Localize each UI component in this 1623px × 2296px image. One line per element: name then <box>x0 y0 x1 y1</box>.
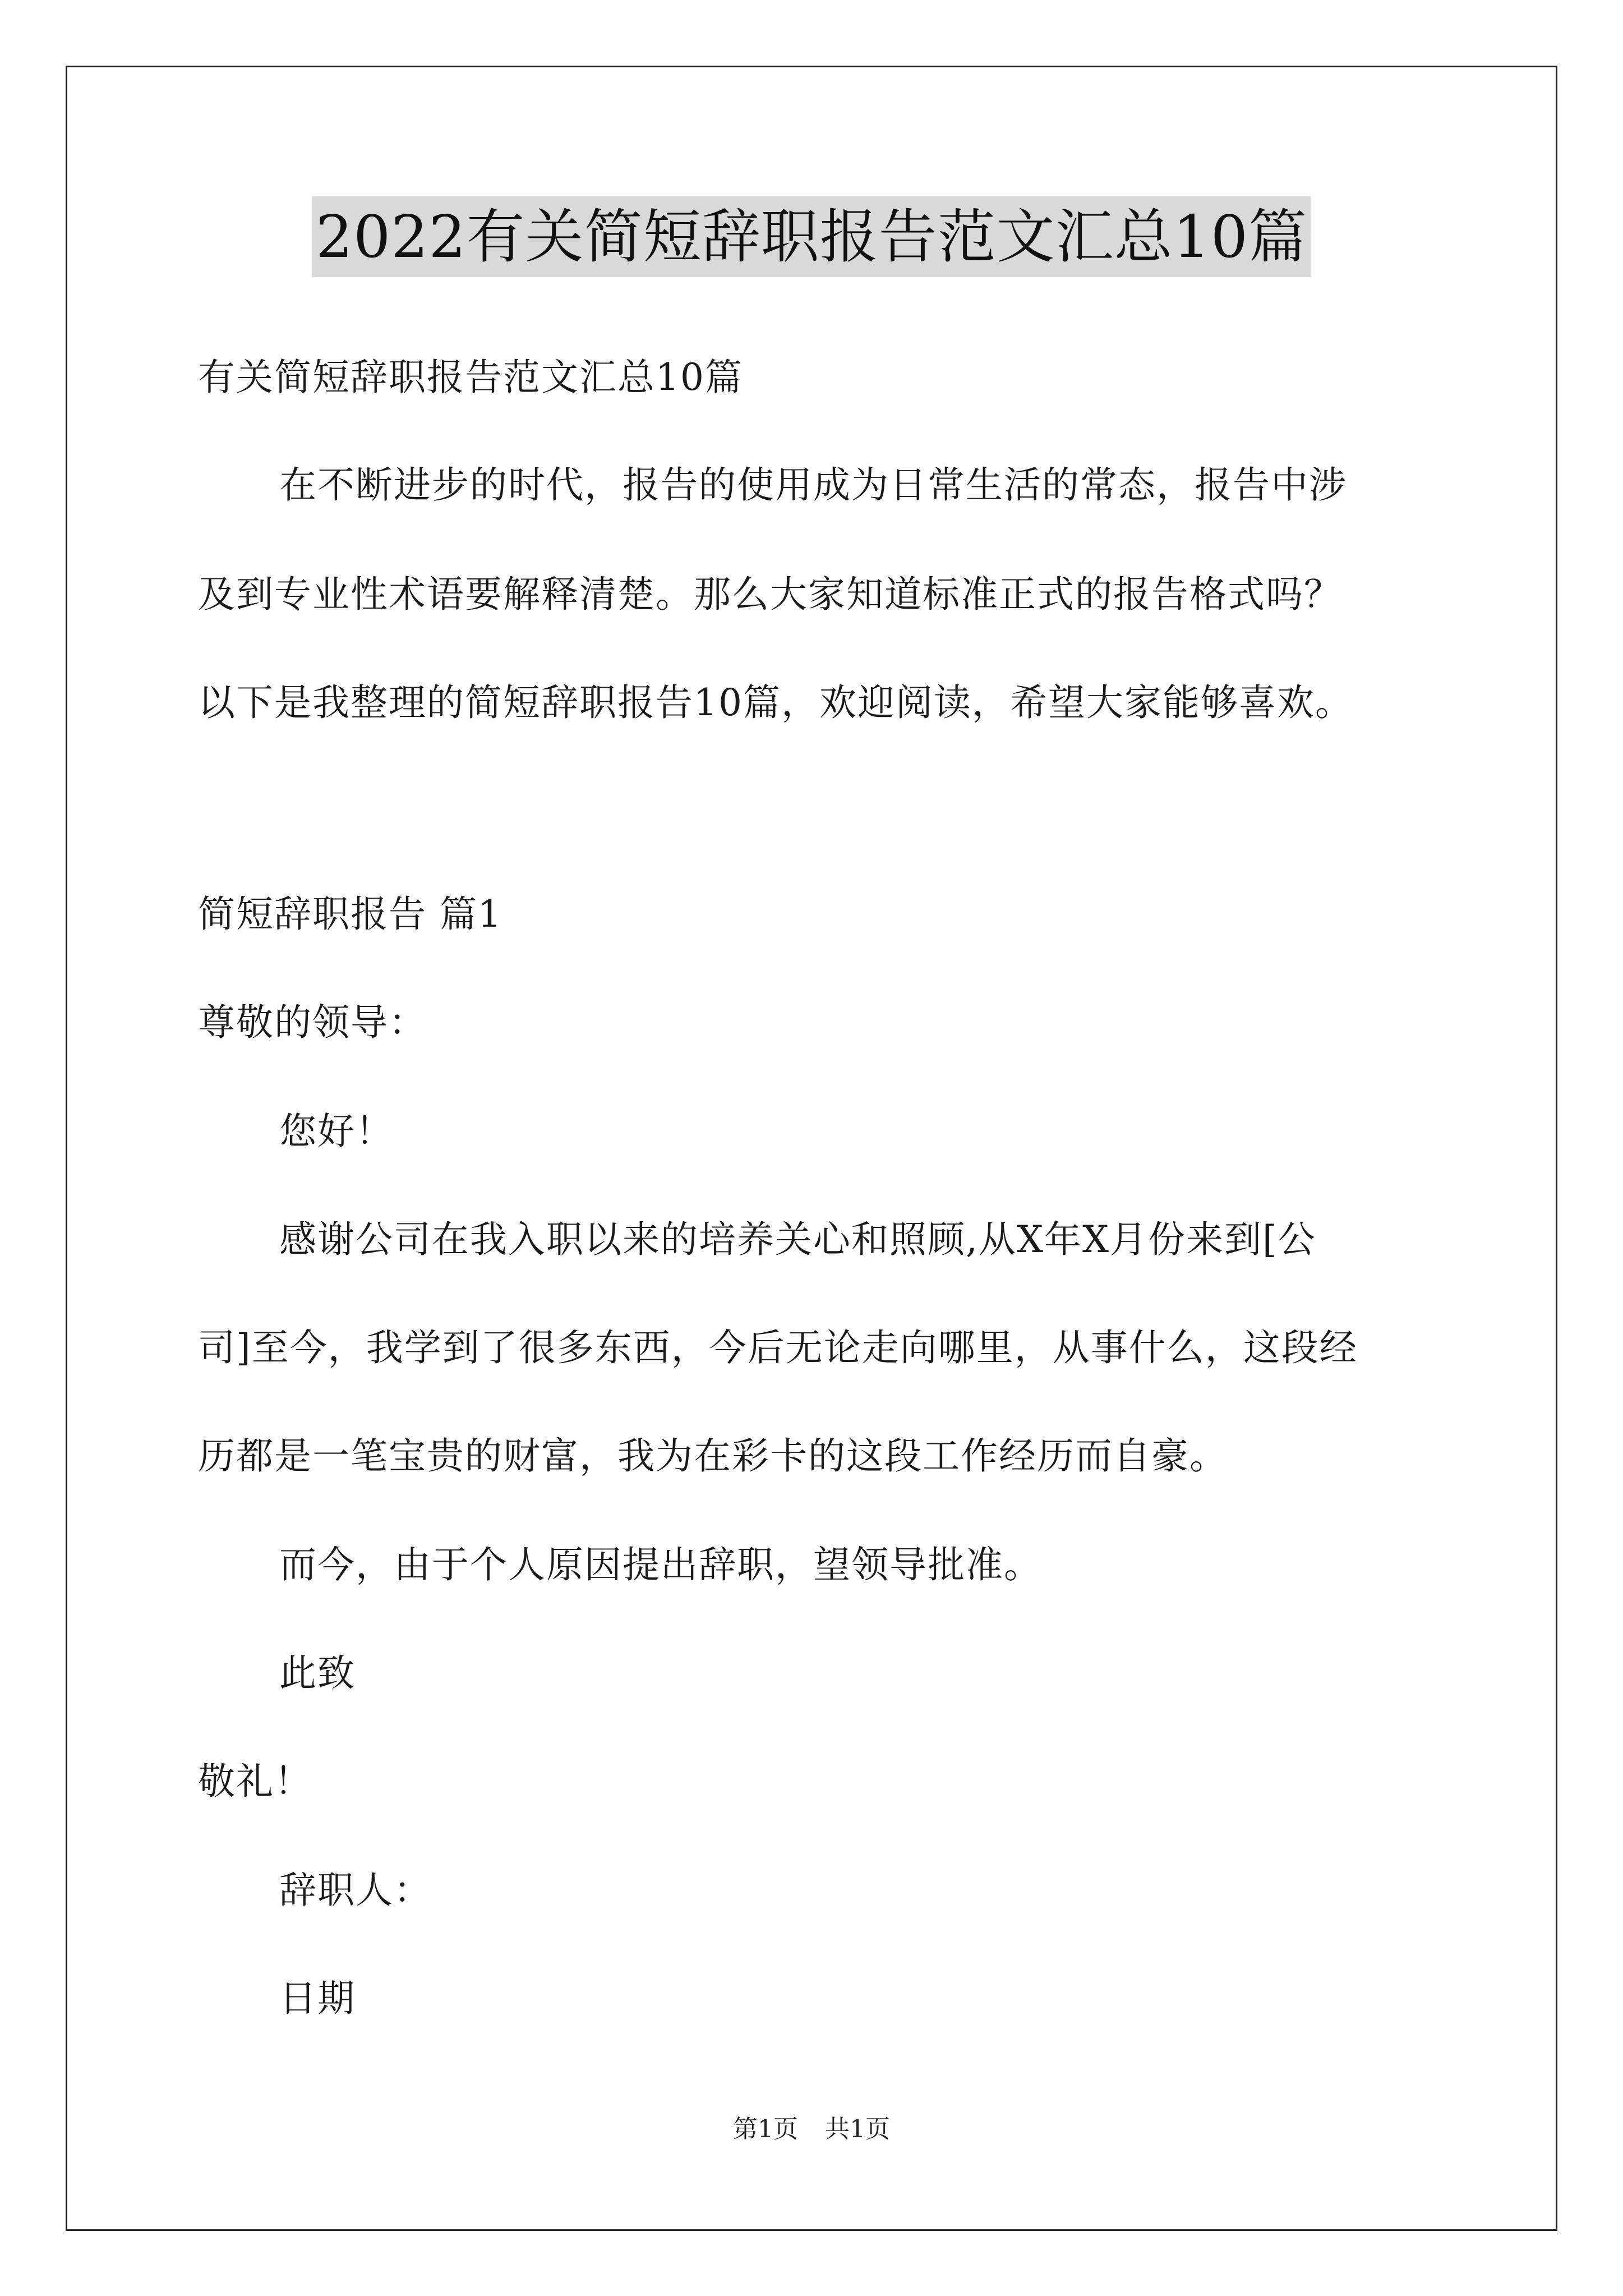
page-footer <box>0 2114 1623 2145</box>
closing-line-2: 敬礼！ <box>198 1760 312 1803</box>
page-current: 第1页 <box>733 2115 798 2143</box>
page-total: 共1页 <box>825 2115 890 2143</box>
closing-line-1: 此致 <box>279 1651 356 1695</box>
intro-line-1: 在不断进步的时代，报告的使用成为日常生活的常态，报告中涉 <box>279 463 1347 507</box>
greeting: 您好！ <box>279 1110 394 1153</box>
document-subtitle: 有关简短辞职报告范文汇总10篇 <box>198 356 743 399</box>
body-line-3: 历都是一笔宝贵的财富，我为在彩卡的这段工作经历而自豪。 <box>198 1434 1228 1478</box>
signature-label: 辞职人： <box>279 1869 432 1912</box>
salutation: 尊敬的领导： <box>198 1001 427 1044</box>
title-container <box>0 196 1623 277</box>
intro-line-2: 及到专业性术语要解释清楚。那么大家知道标准正式的报告格式吗？ <box>198 573 1342 616</box>
reason-line: 而今，由于个人原因提出辞职，望领导批准。 <box>279 1543 1042 1586</box>
body-line-2: 司]至今，我学到了很多东西，今后无论走向哪里，从事什么，这段经 <box>198 1326 1358 1369</box>
date-label: 日期 <box>279 1977 356 2020</box>
document-title: 2022有关简短辞职报告范文汇总10篇 <box>312 196 1311 277</box>
section-heading: 简短辞职报告 篇1 <box>198 892 502 936</box>
intro-line-3: 以下是我整理的简短辞职报告10篇，欢迎阅读，希望大家能够喜欢。 <box>198 681 1353 724</box>
body-line-1: 感谢公司在我入职以来的培养关心和照顾,从X年X月份来到[公 <box>279 1218 1316 1261</box>
